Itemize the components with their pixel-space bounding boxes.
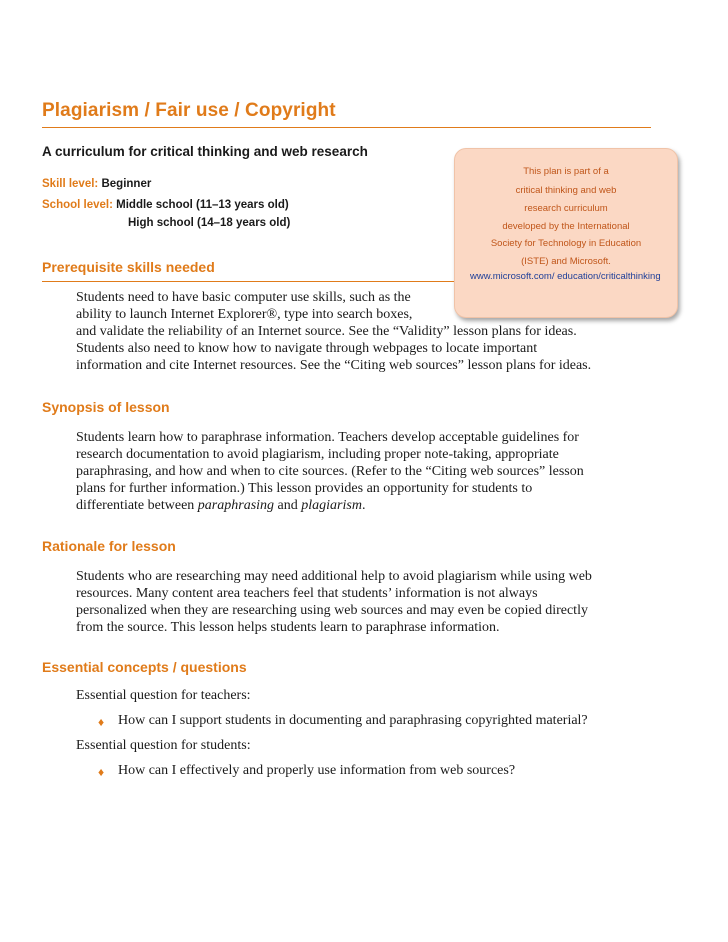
synopsis-line-4: plans for further information.) This lesson provides an opportunity for students to [76, 481, 533, 496]
rationale-body [76, 568, 656, 636]
skill-level-row [42, 178, 151, 190]
diamond-bullet-icon: ♦ [98, 765, 105, 779]
students-question: How can I effectively and properly use information from web sources? [118, 763, 516, 778]
diamond-bullet-icon: ♦ [98, 715, 105, 729]
skill-level-label: Skill level: [42, 178, 99, 190]
prereq-line-1: Students need to have basic computer use skills, such as the [76, 290, 411, 305]
prereq-divider [42, 281, 454, 282]
synopsis-last-mid: and [274, 498, 302, 513]
school-level-row [42, 199, 289, 211]
synopsis-line-2: research documentation to avoid plagiarism, including proper note-taking, appropriate [76, 447, 559, 462]
prereq-heading: Prerequisite skills needed [42, 259, 215, 275]
title-divider [42, 127, 651, 128]
callout-link[interactable]: www.microsoft.com/ education/criticalthinking [470, 271, 661, 282]
synopsis-em-paraphrasing: paraphrasing [197, 498, 275, 513]
synopsis-line-3: paraphrasing, and how and when to cite sources. (Refer to the “Citing web sources” lesson [76, 464, 584, 479]
callout-line-3: research curriculum [524, 203, 608, 214]
school-level-value-2: High school (14–18 years old) [128, 217, 291, 229]
rationale-line-1: Students who are researching may need additional help to avoid plagiarism while using web [76, 569, 592, 584]
students-question-label: Essential question for students: [76, 738, 251, 753]
prereq-line-4: Students also need to know how to navigate through webpages to locate important [76, 341, 538, 356]
teachers-question: How can I support students in documenting and paraphrasing copyrighted material? [118, 713, 588, 728]
synopsis-last-suffix: . [361, 498, 366, 513]
school-level-label: School level: [42, 199, 113, 211]
page-subtitle: A curriculum for critical thinking and web research [42, 144, 368, 159]
synopsis-em-plagiarism: plagiarism [301, 498, 362, 513]
rationale-line-4: from the source. This lesson helps students learn to paraphrase information. [76, 620, 500, 635]
callout-line-6: (ISTE) and Microsoft. [521, 256, 611, 267]
rationale-heading: Rationale for lesson [42, 538, 176, 554]
teachers-question-label: Essential question for teachers: [76, 688, 251, 703]
callout-line-5: Society for Technology in Education [490, 238, 642, 249]
concepts-heading: Essential concepts / questions [42, 659, 247, 675]
prereq-body [76, 289, 656, 374]
callout-line-4: developed by the International [502, 221, 630, 232]
synopsis-line-5 [76, 497, 656, 514]
prereq-line-3: and validate the reliability of an Internet source. See the “Validity” lesson plans for ideas. [76, 324, 577, 339]
rationale-line-3: personalized when they are researching using web sources and may even be copied directly [76, 603, 588, 618]
synopsis-line-1: Students learn how to paraphrase information. Teachers develop acceptable guidelines for [76, 430, 579, 445]
callout-line-2: critical thinking and web [515, 185, 617, 196]
page-title: Plagiarism / Fair use / Copyright [42, 100, 336, 121]
synopsis-last-prefix: differentiate between [76, 498, 198, 513]
callout-line-1: This plan is part of a [523, 166, 609, 177]
skill-level-value: Beginner [101, 178, 152, 190]
rationale-line-2: resources. Many content area teachers feel that students’ information is not always [76, 586, 538, 601]
synopsis-body [76, 429, 656, 514]
prereq-line-5: information and cite Internet resources. See the “Citing web sources” lesson plans for ideas. [76, 358, 592, 373]
synopsis-heading: Synopsis of lesson [42, 399, 170, 415]
school-level-value-1: Middle school (11–13 years old) [116, 199, 289, 211]
prereq-line-2: ability to launch Internet Explorer®, type into search boxes, [76, 307, 413, 322]
